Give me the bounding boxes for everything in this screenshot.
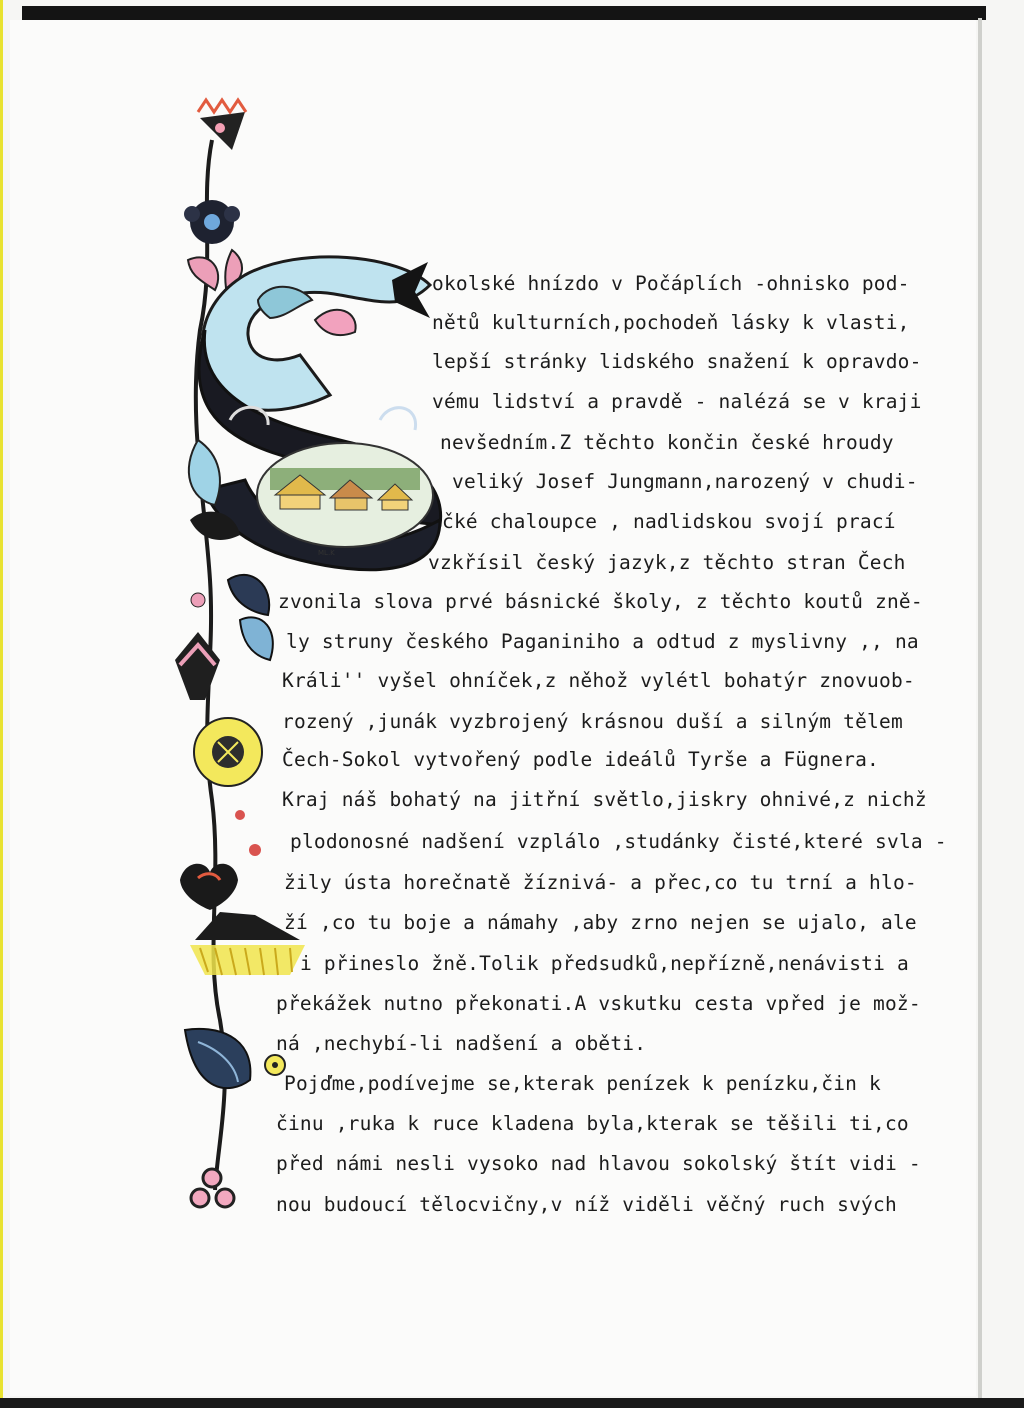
text-line: před námi nesli vysoko nad hlavou sokolský štít vidi - (276, 1152, 921, 1175)
dark-leaf-icon (228, 575, 269, 615)
text-line: ly struny českého Paganiniho a odtud z myslivny ,, na (286, 630, 919, 653)
text-line: Králi'' vyšel ohníček,z něhož vylétl bohatýr znovuob- (282, 669, 915, 692)
text-line: lepší stránky lidského snažení k opravdo- (432, 350, 922, 373)
text-line: nevšedním.Z těchto končin české hroudy (440, 431, 894, 454)
text-line: Pojďme,podívejme se,kterak penízek k penízku,čin k (284, 1072, 881, 1095)
text-line: žily ústa horečnatě žíznivá- a přec,co tu trní a hlo- (284, 871, 917, 894)
heart-icon (180, 864, 238, 910)
text-line: zvonila slova prvé básnické školy, z těchto koutů zně- (278, 590, 923, 613)
pink-flower-icon (315, 310, 356, 335)
text-line: okolské hnízdo v Počáplích -ohnisko pod- (432, 272, 910, 295)
pink-leaf-icon (188, 257, 218, 290)
text-line: plodonosné nadšení vzplálo ,studánky čisté,které svla - (290, 830, 947, 853)
text-line: činu ,ruka k ruce kladena byla,kterak se těšili ti,co (276, 1112, 909, 1135)
dark-leaf-icon (185, 1029, 250, 1088)
text-line: i přineslo žně.Tolik předsudků,nepřízně,nenávisti a (300, 952, 909, 975)
blue-leaf-icon (189, 440, 220, 505)
top-flower-icon (198, 100, 246, 150)
dark-blossom-icon (184, 200, 240, 244)
text-line: čké chaloupce , nadlidskou svojí prací (442, 510, 896, 533)
text-line: překážek nutno překonati.A vskutku cesta vpřed je mož- (276, 992, 921, 1015)
tulip-icon (175, 593, 220, 700)
text-line: vému lidství a pravdě - nalézá se v kraji (432, 390, 922, 413)
text-line: ná ,nechybí-li nadšení a oběti. (276, 1032, 647, 1055)
text-line: Čech-Sokol vytvořený podle ideálů Tyrše a Fügnera. (282, 748, 879, 771)
text-line: vzkřísil český jazyk,z těchto stran Čech (428, 551, 906, 574)
initial-letter-s (199, 257, 441, 570)
text-line: veliký Josef Jungmann,narozený v chudi- (452, 470, 918, 493)
text-line: rozený ,junák vyzbrojený krásnou duší a silným tělem (282, 710, 903, 733)
text-line: nětů kulturních,pochodeň lásky k vlasti, (432, 311, 910, 334)
text-line: Kraj náš bohatý na jitřní světlo,jiskry ohnivé,z nichž (282, 788, 927, 811)
text-line: nou budoucí tělocvičny,v níž viděli věčný ruch svých (276, 1193, 897, 1216)
text-line: ží ,co tu boje a námahy ,aby zrno nejen se ujalo, ale (284, 911, 917, 934)
clover-icon (191, 1169, 234, 1207)
initial-signature: ML.K (318, 549, 335, 557)
blue-leaf-icon (240, 617, 273, 660)
small-yellow-flower-icon (265, 1055, 285, 1075)
yellow-flower-icon (194, 718, 262, 786)
